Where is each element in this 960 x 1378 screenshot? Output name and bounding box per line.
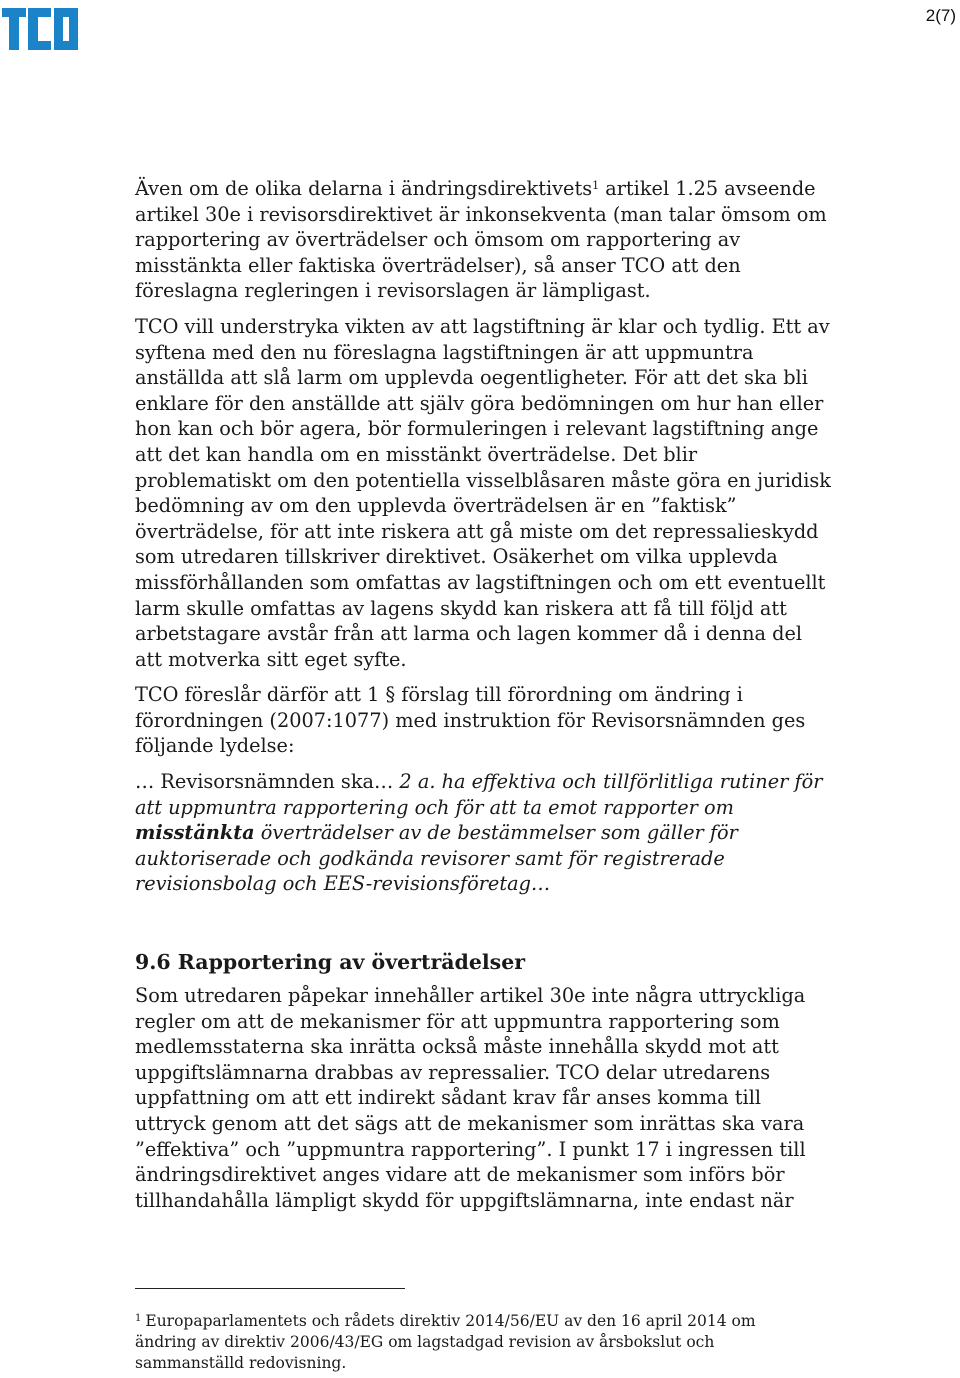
quote-intro: … Revisorsnämnden ska… bbox=[135, 770, 400, 794]
paragraph-1-text-b: artikel 1.25 avseende artikel 30e i revisorsdirektivet är inkonsekventa (man talar ömsom om rapportering av överträdelser och ömsom om rapportering av misstänkta eller faktiska överträdelser), så anser TCO att den föreslagna regleringen i revisorslagen är lämpligast. bbox=[135, 177, 827, 303]
proposed-wording-quote bbox=[135, 769, 835, 897]
document-body bbox=[135, 176, 835, 1223]
tco-logo bbox=[2, 4, 78, 52]
logo-text: TCO bbox=[2, 4, 5, 5]
paragraph-1 bbox=[135, 176, 835, 304]
footnote-mark: 1 bbox=[135, 1313, 142, 1324]
quote-emphasis: misstänkta bbox=[135, 821, 255, 845]
page-number: 2(7) bbox=[925, 6, 956, 25]
footnote-reference[interactable]: 1 bbox=[592, 179, 600, 192]
paragraph-1-text-a: Även om de olika delarna i ändringsdirektivets bbox=[135, 177, 593, 200]
paragraph-3: TCO föreslår därför att 1 § förslag till förordning om ändring i förordningen (2007:1077) med instruktion för Revisorsnämnden ges följande lydelse: bbox=[135, 683, 806, 758]
paragraph-4: Som utredaren påpekar innehåller artikel 30e inte några uttryckliga regler om att de mekanismer för att uppmuntra rapportering som medlemsstaterna ska inrätta också måste innehålla skydd mot att uppgiftslämnarna drabbas av repressalier. TCO delar utredarens uppfattning om att ett indirekt sådant krav får anses komma till uttryck genom att det sägs att de mekanismer som inrättas ska vara ”effektiva” och ”uppmuntra rapportering”. I punkt 17 i ingressen till ändringsdirektivet anges vidare att de mekanismer som införs bör tillhandahålla lämpligt skydd för uppgiftslämnarna, inte endast när bbox=[135, 984, 806, 1212]
footnote-text: Europaparlamentets och rådets direktiv 2014/56/EU av den 16 april 2014 om ändring av direktiv 2006/43/EG om lagstadgad revision av årsbokslut och sammanställd redovisning. bbox=[135, 1312, 756, 1372]
paragraph-2: TCO vill understryka vikten av att lagstiftning är klar och tydlig. Ett av syftena med den nu föreslagna lagstiftningen är att uppmuntra anställda att slå larm om upplevda oegentligheter. För att det ska bli enklare för den anställde att själv göra bedömningen om hur han eller hon kan och bör agera, bör formuleringen i relevant lagstiftning ange att det kan handla om en misstänkt överträdelse. Det blir problematiskt om den potentiella visselblåsaren måste göra en juridisk bedömning av om den upplevda överträdelsen är en ”faktisk” överträdelse, för att inte riskera att gå miste om det repressalieskydd som utredaren tillskriver direktivet. Osäkerhet om vilka upplevda missförhållanden som omfattas av lagstiftningen och om ett eventuellt larm skulle omfattas av lagens skydd kan riskera att få till följd att arbetstagare avstår från att larma och lagen kommer då i denna del att motverka sitt eget syfte. bbox=[135, 314, 831, 671]
footnote-divider bbox=[135, 1288, 405, 1289]
quote-italic-part-2: överträdelser av de bestämmelser som gäller för auktoriserade och godkända revisorer samt för registrerade revisionsbolag och EES-revisionsföretag… bbox=[135, 821, 738, 896]
section-heading: 9.6 Rapportering av överträdelser bbox=[135, 950, 526, 975]
quote-italic-part-1: 2 a. ha effektiva och tillförlitliga rutiner för att uppmuntra rapportering och för att ta emot rapporter om bbox=[135, 770, 823, 819]
footnote bbox=[135, 1311, 815, 1374]
